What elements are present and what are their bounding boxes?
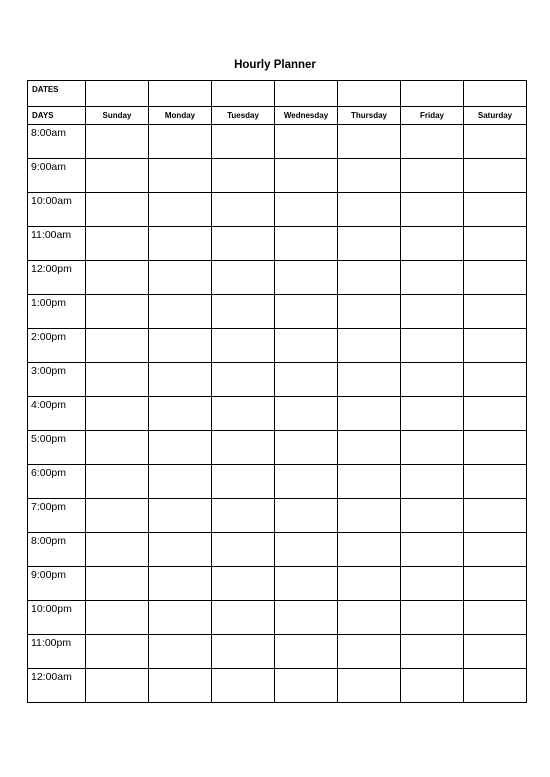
slot-cell-wednesday[interactable] [275, 465, 338, 499]
slot-cell-monday[interactable] [149, 499, 212, 533]
slot-cell-sunday[interactable] [86, 397, 149, 431]
slot-cell-friday[interactable] [401, 397, 464, 431]
time-label-cell [28, 363, 86, 397]
slot-cell-saturday[interactable] [464, 567, 527, 601]
slot-cell-thursday[interactable] [338, 601, 401, 635]
time-slot-row [28, 431, 527, 465]
slot-cell-thursday[interactable] [338, 125, 401, 159]
slot-cell-sunday[interactable] [86, 533, 149, 567]
time-label-cell [28, 533, 86, 567]
time-label: 10:00am [31, 195, 72, 207]
day-header-cell [464, 107, 527, 125]
time-slot-row [28, 669, 527, 703]
day-header-cell [338, 107, 401, 125]
time-label: 4:00pm [31, 399, 67, 411]
slot-cell-tuesday[interactable] [212, 261, 275, 295]
slot-cell-monday[interactable] [149, 431, 212, 465]
slot-cell-monday[interactable] [149, 465, 212, 499]
slot-cell-saturday[interactable] [464, 261, 527, 295]
slot-cell-friday[interactable] [401, 465, 464, 499]
slot-cell-wednesday[interactable] [275, 159, 338, 193]
slot-cell-wednesday[interactable] [275, 295, 338, 329]
time-label: 8:00am [31, 127, 67, 139]
slot-cell-saturday[interactable] [464, 397, 527, 431]
slot-cell-thursday[interactable] [338, 669, 401, 703]
slot-cell-sunday[interactable] [86, 261, 149, 295]
dates-label-cell [28, 81, 86, 107]
date-cell-tuesday[interactable] [212, 81, 275, 107]
slot-cell-friday[interactable] [401, 193, 464, 227]
slot-cell-sunday[interactable] [86, 669, 149, 703]
time-label-cell [28, 465, 86, 499]
slot-cell-tuesday[interactable] [212, 227, 275, 261]
time-label-cell [28, 193, 86, 227]
slot-cell-sunday[interactable] [86, 159, 149, 193]
slot-cell-tuesday[interactable] [212, 329, 275, 363]
slot-cell-friday[interactable] [401, 533, 464, 567]
slot-cell-monday[interactable] [149, 363, 212, 397]
time-label-cell [28, 567, 86, 601]
slot-cell-tuesday[interactable] [212, 669, 275, 703]
day-header-cell [275, 107, 338, 125]
day-header-cell [212, 107, 275, 125]
slot-cell-wednesday[interactable] [275, 125, 338, 159]
days-header-row [28, 107, 527, 125]
slot-cell-tuesday[interactable] [212, 193, 275, 227]
slot-cell-monday[interactable] [149, 159, 212, 193]
slot-cell-thursday[interactable] [338, 329, 401, 363]
time-slot-row [28, 329, 527, 363]
day-header-wednesday: Wednesday [283, 111, 329, 120]
slot-cell-saturday[interactable] [464, 329, 527, 363]
time-label: 6:00pm [31, 467, 67, 479]
time-label-cell [28, 499, 86, 533]
slot-cell-sunday[interactable] [86, 227, 149, 261]
slot-cell-wednesday[interactable] [275, 601, 338, 635]
date-cell-monday[interactable] [149, 81, 212, 107]
time-label-cell [28, 431, 86, 465]
slot-cell-sunday[interactable] [86, 125, 149, 159]
slot-cell-friday[interactable] [401, 329, 464, 363]
day-header-thursday: Thursday [350, 111, 387, 120]
slot-cell-monday[interactable] [149, 125, 212, 159]
slot-cell-wednesday[interactable] [275, 567, 338, 601]
slot-cell-thursday[interactable] [338, 499, 401, 533]
time-slot-row [28, 635, 527, 669]
day-header-monday: Monday [164, 111, 196, 120]
slot-cell-saturday[interactable] [464, 465, 527, 499]
time-label-cell [28, 227, 86, 261]
time-slot-row [28, 159, 527, 193]
slot-cell-monday[interactable] [149, 669, 212, 703]
time-slot-row [28, 499, 527, 533]
slot-cell-sunday[interactable] [86, 499, 149, 533]
slot-cell-tuesday[interactable] [212, 601, 275, 635]
slot-cell-sunday[interactable] [86, 465, 149, 499]
slot-cell-friday[interactable] [401, 567, 464, 601]
slot-cell-tuesday[interactable] [212, 363, 275, 397]
dates-label: DATES [32, 85, 59, 94]
slot-cell-friday[interactable] [401, 159, 464, 193]
day-header-cell [401, 107, 464, 125]
day-header-friday: Friday [419, 111, 444, 120]
time-label-cell [28, 261, 86, 295]
slot-cell-monday[interactable] [149, 567, 212, 601]
time-slot-row [28, 363, 527, 397]
time-label: 7:00pm [31, 501, 67, 513]
time-label-cell [28, 601, 86, 635]
time-label: 10:00pm [31, 603, 72, 615]
slot-cell-tuesday[interactable] [212, 533, 275, 567]
day-header-cell [149, 107, 212, 125]
day-header-cell [86, 107, 149, 125]
page-title: Hourly Planner [234, 59, 316, 71]
slot-cell-friday[interactable] [401, 261, 464, 295]
time-label-cell [28, 295, 86, 329]
time-slot-row [28, 601, 527, 635]
slot-cell-friday[interactable] [401, 431, 464, 465]
slot-cell-thursday[interactable] [338, 431, 401, 465]
time-label: 3:00pm [31, 365, 67, 377]
slot-cell-friday[interactable] [401, 363, 464, 397]
slot-cell-wednesday[interactable] [275, 193, 338, 227]
dates-row [28, 81, 527, 107]
planner-table [27, 80, 527, 703]
slot-cell-sunday[interactable] [86, 601, 149, 635]
slot-cell-friday[interactable] [401, 227, 464, 261]
slot-cell-saturday[interactable] [464, 193, 527, 227]
slot-cell-monday[interactable] [149, 397, 212, 431]
time-slot-row [28, 125, 527, 159]
slot-cell-wednesday[interactable] [275, 397, 338, 431]
time-slot-row [28, 261, 527, 295]
day-header-sunday: Sunday [102, 111, 132, 120]
days-label-cell [28, 107, 86, 125]
slot-cell-thursday[interactable] [338, 635, 401, 669]
slot-cell-sunday[interactable] [86, 295, 149, 329]
time-label-cell [28, 635, 86, 669]
slot-cell-friday[interactable] [401, 601, 464, 635]
slot-cell-thursday[interactable] [338, 227, 401, 261]
time-slot-row [28, 567, 527, 601]
slot-cell-sunday[interactable] [86, 431, 149, 465]
slot-cell-friday[interactable] [401, 295, 464, 329]
date-cell-friday[interactable] [401, 81, 464, 107]
slot-cell-monday[interactable] [149, 227, 212, 261]
time-label: 1:00pm [31, 297, 67, 309]
slot-cell-wednesday[interactable] [275, 363, 338, 397]
slot-cell-sunday[interactable] [86, 363, 149, 397]
slot-cell-thursday[interactable] [338, 533, 401, 567]
slot-cell-saturday[interactable] [464, 159, 527, 193]
slot-cell-thursday[interactable] [338, 465, 401, 499]
time-label: 5:00pm [31, 433, 67, 445]
slot-cell-thursday[interactable] [338, 567, 401, 601]
time-slot-row [28, 533, 527, 567]
slot-cell-monday[interactable] [149, 533, 212, 567]
date-cell-saturday[interactable] [464, 81, 527, 107]
slot-cell-wednesday[interactable] [275, 329, 338, 363]
slot-cell-saturday[interactable] [464, 533, 527, 567]
time-slot-row [28, 397, 527, 431]
time-label: 11:00pm [31, 637, 72, 649]
time-label-cell [28, 159, 86, 193]
slot-cell-tuesday[interactable] [212, 567, 275, 601]
slot-cell-sunday[interactable] [86, 329, 149, 363]
slot-cell-friday[interactable] [401, 499, 464, 533]
slot-cell-saturday[interactable] [464, 499, 527, 533]
time-slot-row [28, 465, 527, 499]
slot-cell-friday[interactable] [401, 125, 464, 159]
time-label: 8:00pm [31, 535, 67, 547]
slot-cell-monday[interactable] [149, 261, 212, 295]
slot-cell-thursday[interactable] [338, 261, 401, 295]
slot-cell-tuesday[interactable] [212, 499, 275, 533]
slot-cell-monday[interactable] [149, 635, 212, 669]
slot-cell-friday[interactable] [401, 635, 464, 669]
slot-cell-wednesday[interactable] [275, 431, 338, 465]
slot-cell-wednesday[interactable] [275, 635, 338, 669]
slot-cell-tuesday[interactable] [212, 397, 275, 431]
slot-cell-sunday[interactable] [86, 567, 149, 601]
slot-cell-saturday[interactable] [464, 669, 527, 703]
slot-cell-saturday[interactable] [464, 601, 527, 635]
time-label-cell [28, 669, 86, 703]
time-label: 12:00am [31, 671, 72, 683]
time-slot-row [28, 227, 527, 261]
time-label-cell [28, 329, 86, 363]
slot-cell-saturday[interactable] [464, 125, 527, 159]
slot-cell-wednesday[interactable] [275, 533, 338, 567]
slot-cell-wednesday[interactable] [275, 669, 338, 703]
slot-cell-tuesday[interactable] [212, 635, 275, 669]
slot-cell-thursday[interactable] [338, 159, 401, 193]
time-label: 11:00am [31, 229, 72, 241]
time-slot-row [28, 193, 527, 227]
slot-cell-wednesday[interactable] [275, 261, 338, 295]
date-cell-thursday[interactable] [338, 81, 401, 107]
slot-cell-thursday[interactable] [338, 295, 401, 329]
slot-cell-tuesday[interactable] [212, 125, 275, 159]
days-label: DAYS [32, 111, 54, 120]
time-label-cell [28, 397, 86, 431]
slot-cell-monday[interactable] [149, 193, 212, 227]
slot-cell-wednesday[interactable] [275, 499, 338, 533]
time-slot-row [28, 295, 527, 329]
time-label: 9:00pm [31, 569, 67, 581]
slot-cell-tuesday[interactable] [212, 465, 275, 499]
slot-cell-sunday[interactable] [86, 193, 149, 227]
time-label-cell [28, 125, 86, 159]
slot-cell-wednesday[interactable] [275, 227, 338, 261]
slot-cell-saturday[interactable] [464, 295, 527, 329]
slot-cell-thursday[interactable] [338, 363, 401, 397]
date-cell-sunday[interactable] [86, 81, 149, 107]
time-label: 2:00pm [31, 331, 67, 343]
time-label: 9:00am [31, 161, 67, 173]
slot-cell-tuesday[interactable] [212, 159, 275, 193]
slot-cell-monday[interactable] [149, 601, 212, 635]
slot-cell-tuesday[interactable] [212, 295, 275, 329]
slot-cell-friday[interactable] [401, 669, 464, 703]
slot-cell-saturday[interactable] [464, 635, 527, 669]
day-header-tuesday: Tuesday [227, 111, 259, 120]
slot-cell-saturday[interactable] [464, 431, 527, 465]
slot-cell-monday[interactable] [149, 329, 212, 363]
slot-cell-thursday[interactable] [338, 193, 401, 227]
date-cell-wednesday[interactable] [275, 81, 338, 107]
slot-cell-monday[interactable] [149, 295, 212, 329]
day-header-saturday: Saturday [477, 111, 513, 120]
slot-cell-saturday[interactable] [464, 363, 527, 397]
time-label: 12:00pm [31, 263, 72, 275]
slot-cell-sunday[interactable] [86, 635, 149, 669]
slot-cell-thursday[interactable] [338, 397, 401, 431]
slot-cell-tuesday[interactable] [212, 431, 275, 465]
slot-cell-saturday[interactable] [464, 227, 527, 261]
